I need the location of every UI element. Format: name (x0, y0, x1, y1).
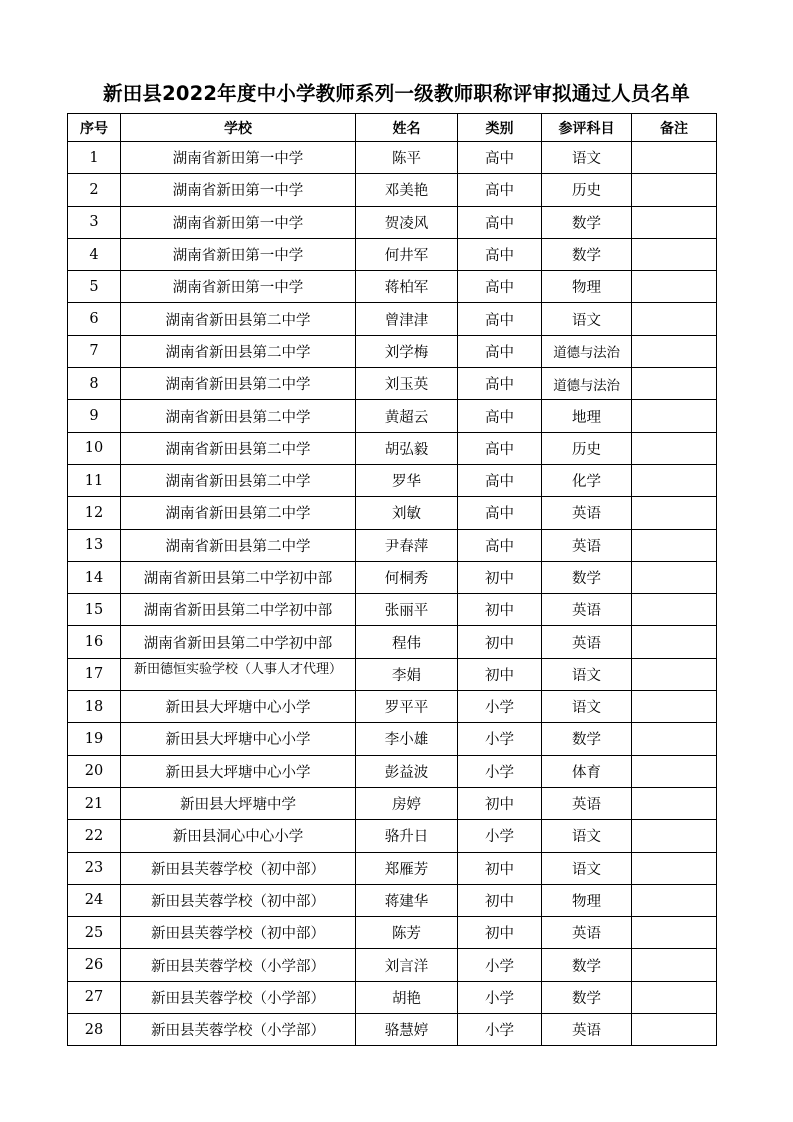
cell-subject: 语文 (542, 852, 632, 884)
cell-name: 胡弘毅 (356, 432, 458, 464)
cell-name: 陈芳 (356, 917, 458, 949)
cell-subject: 体育 (542, 755, 632, 787)
cell-category: 初中 (458, 787, 542, 819)
cell-subject: 道德与法治 (542, 335, 632, 367)
cell-category: 初中 (458, 884, 542, 916)
table-row (68, 400, 717, 432)
table-row (68, 561, 717, 593)
cell-no: 8 (68, 368, 121, 400)
table-row (68, 820, 717, 852)
table-row (68, 238, 717, 270)
cell-no: 16 (68, 626, 121, 658)
cell-remark (632, 432, 717, 464)
cell-remark (632, 594, 717, 626)
table-row (68, 852, 717, 884)
cell-name: 张丽平 (356, 594, 458, 626)
cell-remark (632, 949, 717, 981)
cell-no: 14 (68, 561, 121, 593)
cell-remark (632, 626, 717, 658)
cell-category: 初中 (458, 852, 542, 884)
cell-remark (632, 529, 717, 561)
table-row (68, 174, 717, 206)
cell-subject: 语文 (542, 303, 632, 335)
cell-remark (632, 723, 717, 755)
cell-name: 蒋建华 (356, 884, 458, 916)
cell-no: 2 (68, 174, 121, 206)
cell-name: 房婷 (356, 787, 458, 819)
cell-no: 7 (68, 335, 121, 367)
table-row (68, 497, 717, 529)
cell-category: 小学 (458, 723, 542, 755)
table-row (68, 787, 717, 819)
table-row (68, 142, 717, 174)
table-row (68, 723, 717, 755)
header-subject: 参评科目 (542, 114, 632, 142)
cell-no: 5 (68, 271, 121, 303)
cell-remark (632, 400, 717, 432)
cell-subject: 道德与法治 (542, 368, 632, 400)
cell-no: 11 (68, 464, 121, 496)
cell-school: 新田德恒实验学校（人事人才代理） (121, 658, 356, 690)
cell-subject: 数学 (542, 723, 632, 755)
cell-no: 19 (68, 723, 121, 755)
table-row (68, 884, 717, 916)
cell-school: 湖南省新田第一中学 (121, 174, 356, 206)
cell-subject: 数学 (542, 949, 632, 981)
cell-no: 17 (68, 658, 121, 690)
cell-subject: 英语 (542, 917, 632, 949)
cell-subject: 语文 (542, 142, 632, 174)
cell-remark (632, 561, 717, 593)
cell-remark (632, 917, 717, 949)
header-remark: 备注 (632, 114, 717, 142)
cell-no: 21 (68, 787, 121, 819)
cell-no: 15 (68, 594, 121, 626)
cell-remark (632, 1014, 717, 1046)
cell-subject: 语文 (542, 658, 632, 690)
cell-school: 湖南省新田县第二中学初中部 (121, 561, 356, 593)
cell-school: 新田县芙蓉学校（初中部） (121, 884, 356, 916)
cell-name: 郑雁芳 (356, 852, 458, 884)
cell-no: 6 (68, 303, 121, 335)
cell-name: 尹春萍 (356, 529, 458, 561)
cell-no: 20 (68, 755, 121, 787)
cell-category: 高中 (458, 238, 542, 270)
cell-no: 12 (68, 497, 121, 529)
cell-remark (632, 206, 717, 238)
cell-category: 高中 (458, 529, 542, 561)
cell-name: 罗平平 (356, 691, 458, 723)
cell-school: 新田县芙蓉学校（初中部） (121, 917, 356, 949)
cell-name: 贺凌风 (356, 206, 458, 238)
cell-subject: 数学 (542, 206, 632, 238)
cell-subject: 历史 (542, 174, 632, 206)
cell-remark (632, 691, 717, 723)
cell-category: 高中 (458, 271, 542, 303)
cell-remark (632, 755, 717, 787)
cell-subject: 数学 (542, 981, 632, 1013)
table-row (68, 917, 717, 949)
cell-school: 湖南省新田县第二中学初中部 (121, 626, 356, 658)
cell-remark (632, 238, 717, 270)
table-row (68, 432, 717, 464)
cell-category: 小学 (458, 1014, 542, 1046)
cell-school: 新田县大坪塘中学 (121, 787, 356, 819)
table-row (68, 206, 717, 238)
cell-no: 27 (68, 981, 121, 1013)
cell-remark (632, 820, 717, 852)
cell-category: 高中 (458, 335, 542, 367)
cell-category: 高中 (458, 432, 542, 464)
cell-category: 高中 (458, 368, 542, 400)
cell-school: 新田县大坪塘中心小学 (121, 755, 356, 787)
cell-name: 骆慧婷 (356, 1014, 458, 1046)
table-row (68, 464, 717, 496)
cell-subject: 英语 (542, 1014, 632, 1046)
cell-name: 程伟 (356, 626, 458, 658)
cell-name: 邓美艳 (356, 174, 458, 206)
cell-school: 新田县芙蓉学校（小学部） (121, 949, 356, 981)
header-category: 类别 (458, 114, 542, 142)
table-row (68, 658, 717, 690)
cell-name: 胡艳 (356, 981, 458, 1013)
cell-school: 新田县大坪塘中心小学 (121, 723, 356, 755)
cell-name: 刘玉英 (356, 368, 458, 400)
cell-category: 小学 (458, 755, 542, 787)
cell-name: 李娟 (356, 658, 458, 690)
cell-name: 刘学梅 (356, 335, 458, 367)
cell-school: 湖南省新田县第二中学 (121, 432, 356, 464)
cell-remark (632, 271, 717, 303)
cell-remark (632, 368, 717, 400)
cell-no: 1 (68, 142, 121, 174)
cell-category: 小学 (458, 820, 542, 852)
cell-school: 湖南省新田县第二中学 (121, 400, 356, 432)
cell-no: 24 (68, 884, 121, 916)
table-row (68, 755, 717, 787)
cell-subject: 英语 (542, 529, 632, 561)
cell-no: 18 (68, 691, 121, 723)
cell-name: 彭益波 (356, 755, 458, 787)
cell-school: 湖南省新田县第二中学 (121, 335, 356, 367)
cell-school: 新田县芙蓉学校（小学部） (121, 1014, 356, 1046)
cell-school: 湖南省新田县第二中学初中部 (121, 594, 356, 626)
cell-category: 高中 (458, 497, 542, 529)
cell-remark (632, 981, 717, 1013)
cell-school: 新田县芙蓉学校（小学部） (121, 981, 356, 1013)
cell-remark (632, 335, 717, 367)
cell-no: 23 (68, 852, 121, 884)
cell-remark (632, 658, 717, 690)
cell-school: 湖南省新田县第二中学 (121, 464, 356, 496)
cell-subject: 英语 (542, 787, 632, 819)
cell-category: 高中 (458, 174, 542, 206)
cell-subject: 英语 (542, 497, 632, 529)
table-row (68, 368, 717, 400)
cell-subject: 物理 (542, 271, 632, 303)
page-title: 新田县2022年度中小学教师系列一级教师职称评审拟通过人员名单 (103, 82, 690, 105)
cell-school: 湖南省新田县第二中学 (121, 497, 356, 529)
table-row (68, 271, 717, 303)
cell-remark (632, 787, 717, 819)
cell-name: 李小雄 (356, 723, 458, 755)
cell-remark (632, 303, 717, 335)
cell-remark (632, 497, 717, 529)
cell-remark (632, 464, 717, 496)
cell-category: 初中 (458, 626, 542, 658)
cell-name: 刘言洋 (356, 949, 458, 981)
cell-category: 高中 (458, 206, 542, 238)
cell-remark (632, 884, 717, 916)
cell-subject: 历史 (542, 432, 632, 464)
cell-subject: 数学 (542, 238, 632, 270)
cell-remark (632, 142, 717, 174)
cell-school: 湖南省新田第一中学 (121, 206, 356, 238)
cell-name: 黄超云 (356, 400, 458, 432)
cell-category: 初中 (458, 917, 542, 949)
cell-school: 新田县洞心中心小学 (121, 820, 356, 852)
cell-remark (632, 174, 717, 206)
cell-category: 小学 (458, 691, 542, 723)
cell-school: 新田县芙蓉学校（初中部） (121, 852, 356, 884)
table-body (68, 142, 717, 1046)
cell-category: 高中 (458, 142, 542, 174)
cell-category: 小学 (458, 949, 542, 981)
cell-name: 陈平 (356, 142, 458, 174)
cell-category: 初中 (458, 658, 542, 690)
cell-school: 湖南省新田县第二中学 (121, 368, 356, 400)
cell-subject: 数学 (542, 561, 632, 593)
header-name: 姓名 (356, 114, 458, 142)
roster-table (67, 113, 717, 1046)
cell-name: 何桐秀 (356, 561, 458, 593)
table-header-row (68, 114, 717, 142)
cell-subject: 英语 (542, 626, 632, 658)
cell-name: 曾津津 (356, 303, 458, 335)
cell-name: 骆升日 (356, 820, 458, 852)
cell-name: 蒋柏军 (356, 271, 458, 303)
cell-subject: 英语 (542, 594, 632, 626)
cell-name: 刘敏 (356, 497, 458, 529)
cell-no: 22 (68, 820, 121, 852)
header-no: 序号 (68, 114, 121, 142)
cell-school: 新田县大坪塘中心小学 (121, 691, 356, 723)
table-row (68, 335, 717, 367)
table-row (68, 303, 717, 335)
table-row (68, 529, 717, 561)
cell-no: 9 (68, 400, 121, 432)
cell-school: 湖南省新田第一中学 (121, 142, 356, 174)
cell-no: 13 (68, 529, 121, 561)
cell-no: 26 (68, 949, 121, 981)
cell-name: 罗华 (356, 464, 458, 496)
cell-school: 湖南省新田第一中学 (121, 238, 356, 270)
cell-no: 4 (68, 238, 121, 270)
cell-school: 湖南省新田县第二中学 (121, 303, 356, 335)
table-row (68, 1014, 717, 1046)
cell-school: 湖南省新田县第二中学 (121, 529, 356, 561)
table-row (68, 949, 717, 981)
cell-category: 初中 (458, 594, 542, 626)
table-row (68, 981, 717, 1013)
cell-subject: 物理 (542, 884, 632, 916)
cell-subject: 语文 (542, 820, 632, 852)
cell-no: 3 (68, 206, 121, 238)
cell-no: 10 (68, 432, 121, 464)
cell-remark (632, 852, 717, 884)
header-school: 学校 (121, 114, 356, 142)
cell-category: 高中 (458, 464, 542, 496)
cell-subject: 地理 (542, 400, 632, 432)
table-row (68, 691, 717, 723)
cell-no: 25 (68, 917, 121, 949)
cell-category: 初中 (458, 561, 542, 593)
cell-no: 28 (68, 1014, 121, 1046)
cell-subject: 化学 (542, 464, 632, 496)
cell-category: 高中 (458, 400, 542, 432)
cell-category: 高中 (458, 303, 542, 335)
cell-category: 小学 (458, 981, 542, 1013)
cell-subject: 语文 (542, 691, 632, 723)
cell-name: 何井军 (356, 238, 458, 270)
cell-school: 湖南省新田第一中学 (121, 271, 356, 303)
table-row (68, 594, 717, 626)
table-row (68, 626, 717, 658)
